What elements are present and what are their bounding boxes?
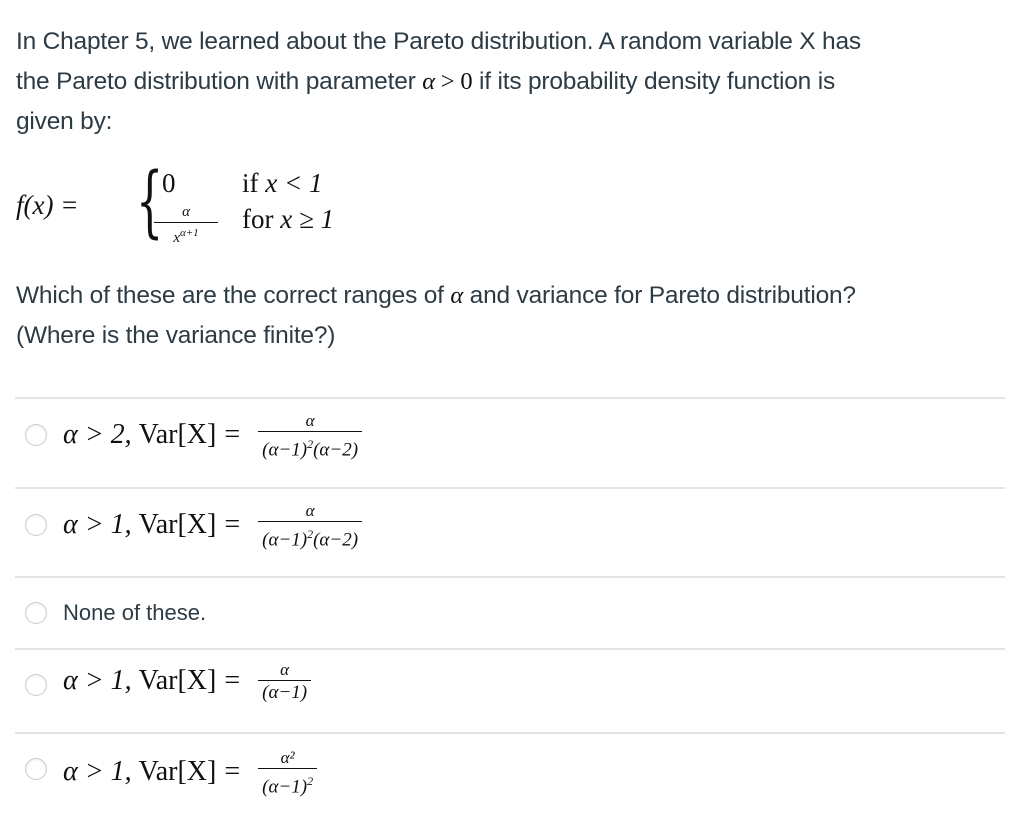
numerator: α bbox=[305, 501, 315, 520]
answer-option-2[interactable] bbox=[15, 487, 1005, 576]
variance-fraction bbox=[258, 501, 362, 552]
question-line-2: (Where is the variance finite?) bbox=[16, 322, 336, 349]
equals: = bbox=[224, 419, 241, 451]
range: α > 1, bbox=[63, 509, 132, 541]
den-a-exp: 2 bbox=[307, 527, 314, 541]
cond-word: if bbox=[242, 168, 259, 198]
pdf-lhs: f(x) = bbox=[16, 190, 79, 220]
numerator: α bbox=[305, 411, 315, 430]
den-base: x bbox=[173, 230, 180, 246]
case2-condition bbox=[242, 204, 334, 235]
cond-expr: x < 1 bbox=[265, 168, 323, 198]
cond-expr: x ≥ 1 bbox=[280, 204, 335, 234]
case2-numerator: α bbox=[182, 204, 190, 220]
den-b: (α−2) bbox=[313, 529, 359, 551]
case2-fraction bbox=[154, 204, 218, 246]
intro-line-1: In Chapter 5, we learned about the Pareto distribution. A random variable X has bbox=[16, 28, 861, 55]
case1-value: 0 bbox=[162, 168, 176, 198]
denominator bbox=[258, 432, 362, 462]
radio-button[interactable] bbox=[25, 424, 47, 446]
answer-label[interactable] bbox=[63, 411, 362, 462]
case1-condition bbox=[242, 168, 322, 199]
denominator bbox=[258, 769, 317, 799]
left-brace: { bbox=[136, 157, 164, 247]
equals: = bbox=[224, 756, 241, 788]
alpha-symbol: α bbox=[422, 68, 435, 95]
q-text: and variance for Pareto distribution? bbox=[463, 282, 856, 309]
pdf-formula bbox=[16, 157, 446, 260]
alpha-condition: > 0 bbox=[434, 68, 473, 95]
den-exp: α+1 bbox=[179, 227, 199, 239]
var-lhs: Var[X] bbox=[138, 419, 217, 451]
answer-label[interactable] bbox=[63, 501, 362, 552]
var-lhs: Var[X] bbox=[138, 664, 217, 696]
fraction-bar bbox=[154, 222, 218, 223]
cond-word: for bbox=[242, 204, 274, 234]
answer-option-4[interactable] bbox=[15, 648, 1005, 732]
radio-button[interactable] bbox=[25, 674, 47, 696]
intro-line-3: given by: bbox=[16, 108, 113, 135]
den-a: (α−1) bbox=[262, 439, 308, 461]
variance-fraction bbox=[258, 660, 311, 705]
case2-denominator bbox=[154, 225, 218, 246]
intro-text: the Pareto distribution with parameter bbox=[16, 68, 423, 95]
variance-fraction bbox=[258, 748, 317, 799]
intro-line-2 bbox=[16, 62, 1006, 102]
alpha-symbol: α bbox=[450, 282, 464, 309]
den-a: (α−1) bbox=[262, 682, 308, 703]
range: α > 2, bbox=[63, 419, 132, 451]
question-intro bbox=[16, 22, 1006, 142]
range: α > 1, bbox=[63, 756, 132, 788]
den-b: (α−2) bbox=[313, 439, 359, 461]
radio-button[interactable] bbox=[25, 758, 47, 780]
numerator: α² bbox=[280, 748, 295, 767]
answer-list bbox=[15, 397, 1005, 832]
answer-label[interactable] bbox=[63, 748, 317, 799]
question-prompt bbox=[16, 276, 1006, 356]
answer-label[interactable]: None of these. bbox=[63, 600, 207, 625]
question-line-1 bbox=[16, 276, 1006, 316]
answer-option-3[interactable] bbox=[15, 576, 1005, 648]
answer-option-5[interactable] bbox=[15, 732, 1005, 832]
equals: = bbox=[224, 664, 241, 696]
equals: = bbox=[224, 509, 241, 541]
variance-fraction bbox=[258, 411, 362, 462]
var-lhs: Var[X] bbox=[138, 756, 217, 788]
intro-text: if its probability density function is bbox=[472, 68, 836, 95]
den-a-exp: 2 bbox=[307, 437, 314, 451]
q-text: Which of these are the correct ranges of bbox=[16, 282, 451, 309]
den-a: (α−1) bbox=[262, 776, 308, 798]
var-lhs: Var[X] bbox=[138, 509, 217, 541]
answer-label[interactable] bbox=[63, 660, 311, 705]
denominator bbox=[258, 681, 311, 705]
range: α > 1, bbox=[63, 664, 132, 696]
den-a-exp: 2 bbox=[307, 774, 314, 788]
radio-button[interactable] bbox=[25, 602, 47, 624]
numerator: α bbox=[280, 660, 290, 679]
den-a: (α−1) bbox=[262, 529, 308, 551]
radio-button[interactable] bbox=[25, 514, 47, 536]
denominator bbox=[258, 522, 362, 552]
answer-option-1[interactable] bbox=[15, 397, 1005, 487]
